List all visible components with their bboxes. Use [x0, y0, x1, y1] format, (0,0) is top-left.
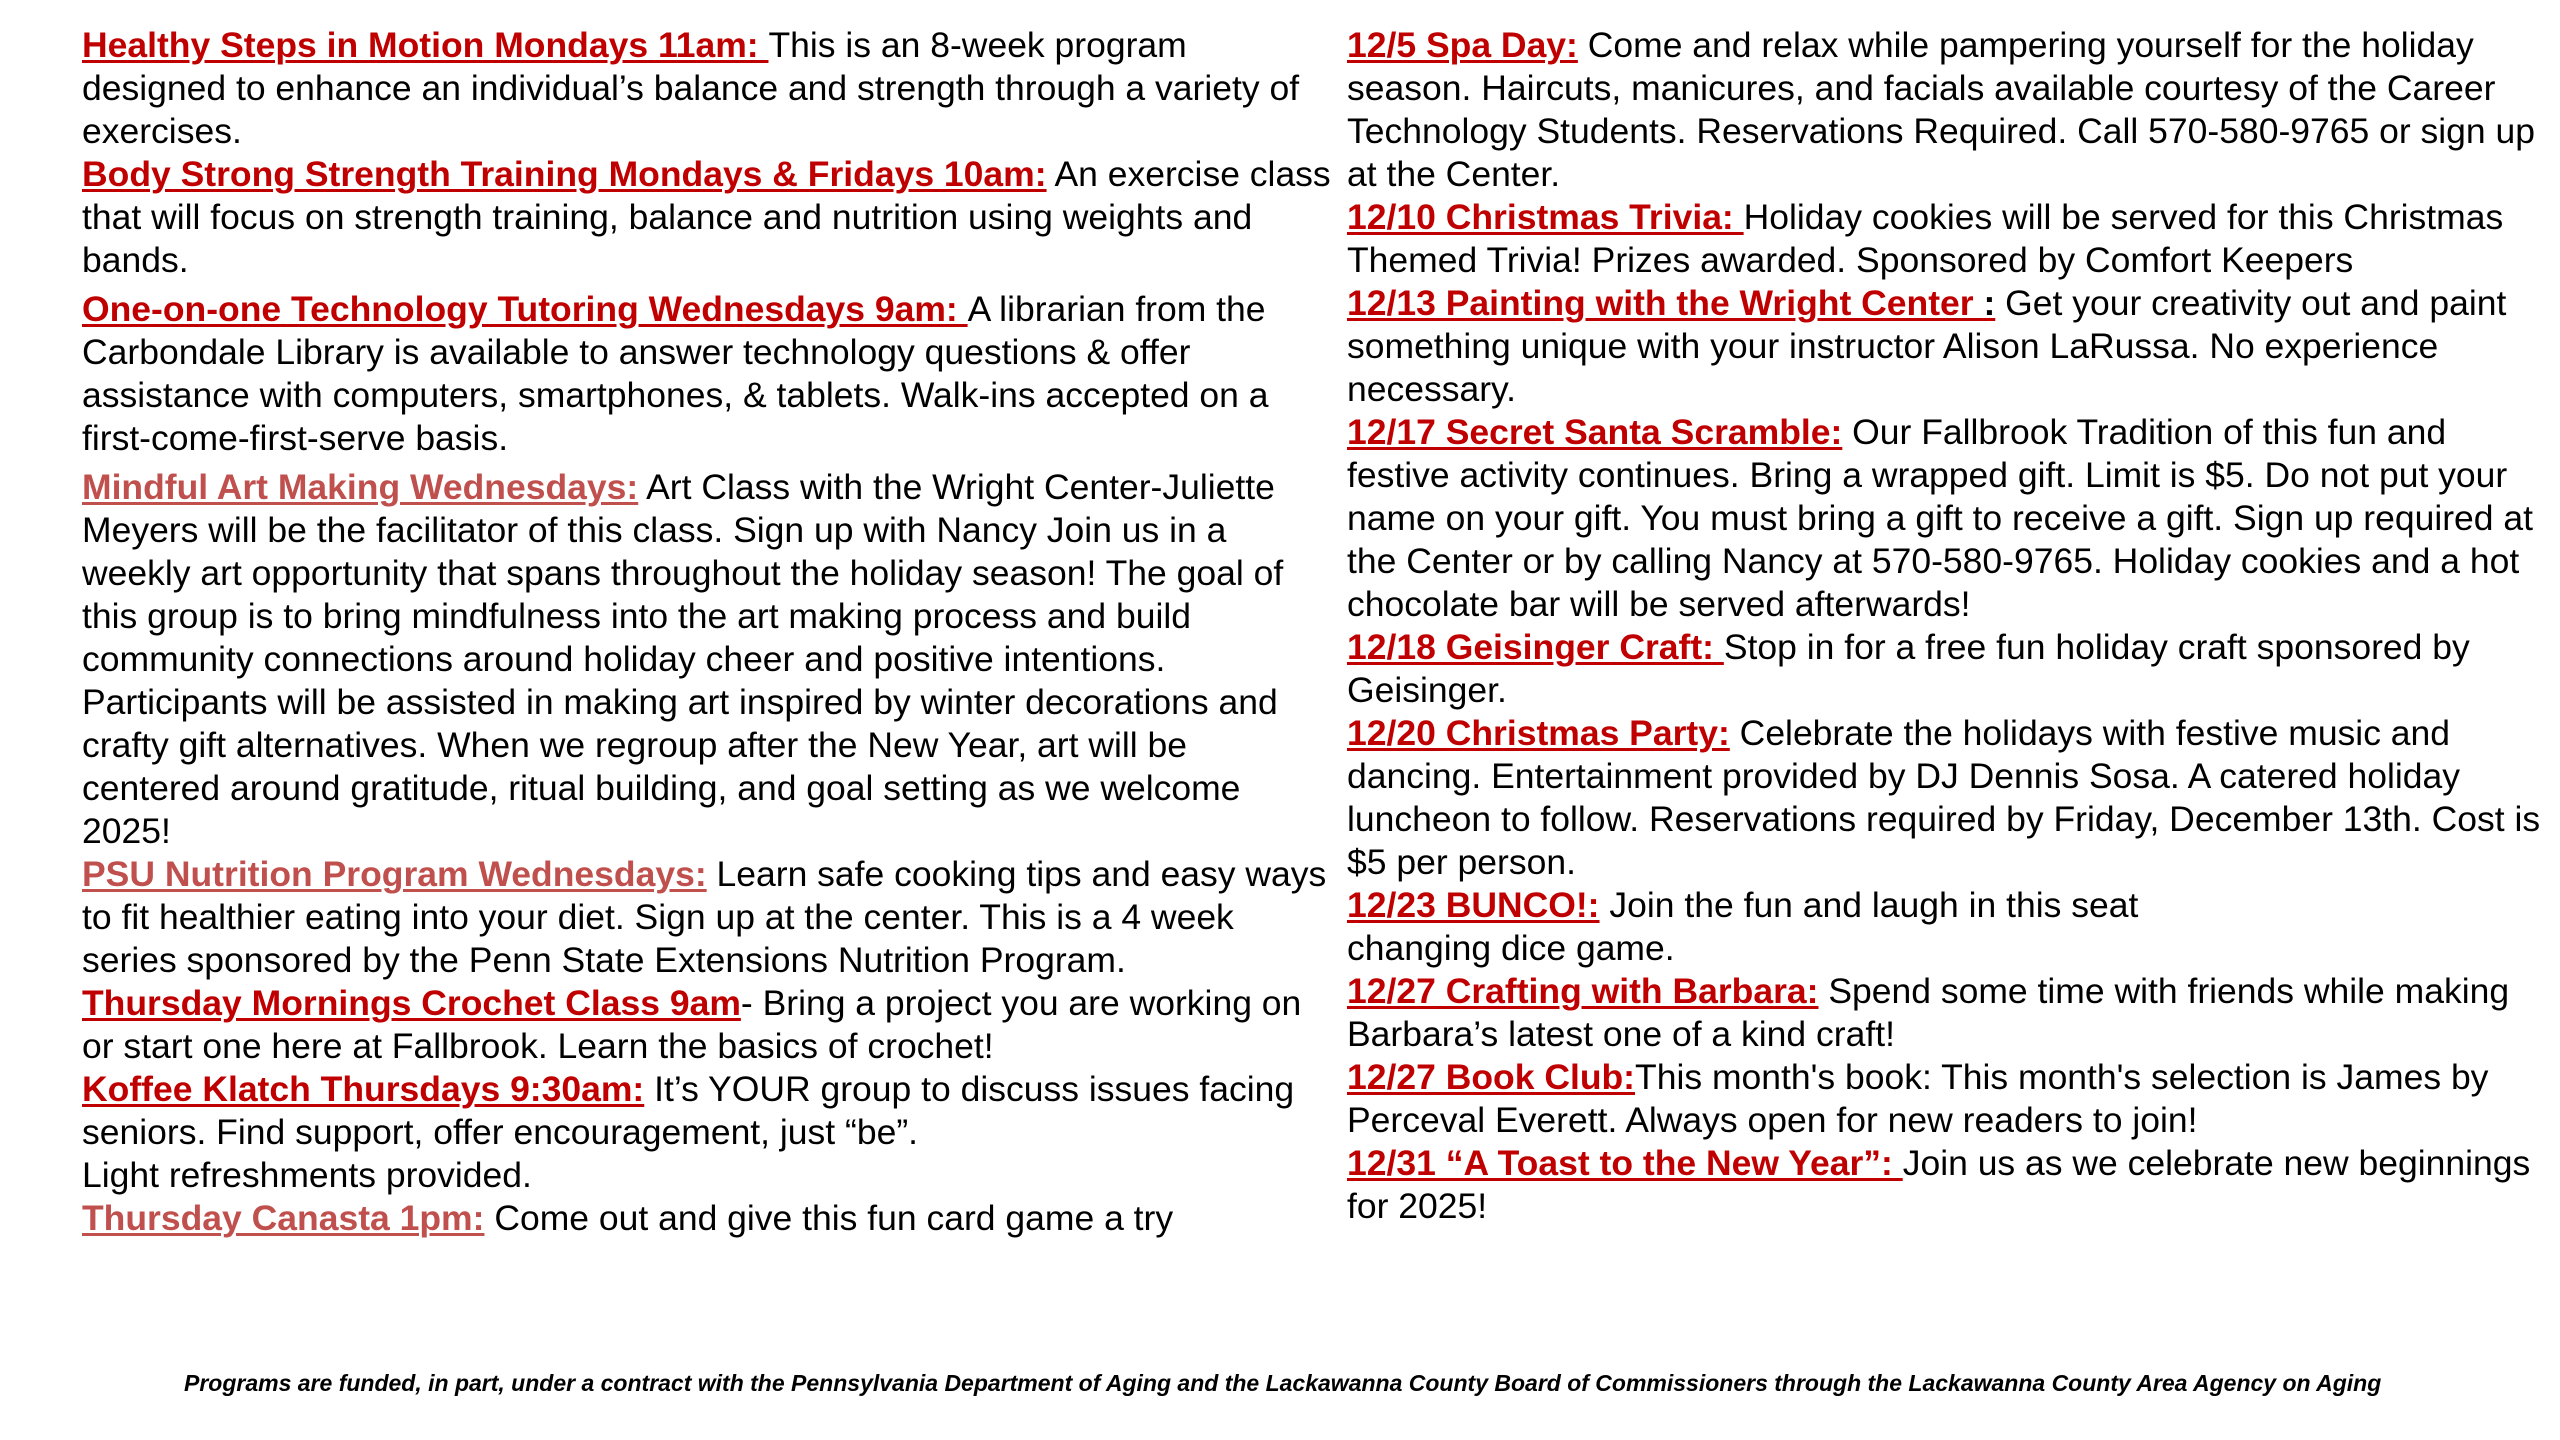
entry-text: Join the fun and laugh in this seat [1599, 885, 2139, 925]
entry-title: 12/13 Painting with the Wright Center [1347, 283, 1984, 323]
entry-title: Thursday Canasta 1pm: [82, 1198, 485, 1238]
entry-text: Celebrate the holidays with festive music and dancing. Entertainment provided by DJ Dennis Sosa. A catered holiday luncheon to follow. Reservations required by Friday, December 13th. Cost is $5 per person. [1347, 713, 2541, 882]
entry-title: 12/23 BUNCO!: [1347, 885, 1600, 925]
entry-text: Holiday cookies will be served for this Christmas Themed Trivia! Prizes awarded. Sponsored by Comfort Keepers [1347, 197, 2504, 280]
entry-text: An exercise class that will focus on strength training, balance and nutrition using weights and bands. [82, 154, 1331, 280]
entry-text: Learn safe cooking tips and easy ways to fit healthier eating into your diet. Sign up at the center. This is a 4 week series sponsored by the Penn State Extensions Nutrition Program. [82, 854, 1327, 980]
entry-book-club [1347, 1056, 2547, 1142]
entry-painting-wright-center [1347, 282, 2547, 411]
entry-text: Get your creativity out and paint something unique with your instructor Alison LaRussa. No experience necessary. [1347, 283, 2507, 409]
entry-text: Spend some time with friends while making Barbara’s latest one of a kind craft! [1347, 971, 2510, 1054]
entry-title: 12/20 Christmas Party: [1347, 713, 1730, 753]
entry-toast-new-year [1347, 1142, 2547, 1228]
entry-text: Stop in for a free fun holiday craft sponsored by Geisinger. [1347, 627, 2470, 710]
entry-text: This month's book: This month's selection is James by Perceval Everett. Always open for new readers to join! [1347, 1057, 2489, 1140]
entry-title: 12/18 Geisinger Craft: [1347, 627, 1724, 667]
entry-bunco [1347, 884, 2547, 970]
entry-text: - Bring a project you are working on or start one here at Fallbrook. Learn the basics of crochet! [82, 983, 1302, 1066]
entry-title: Koffee Klatch Thursdays 9:30am: [82, 1069, 645, 1109]
entry-title: 12/10 Christmas Trivia: [1347, 197, 1744, 237]
entry-title-colon: : [1983, 283, 1996, 323]
entry-text: Come and relax while pampering yourself for the holiday season. Haircuts, manicures, and facials available courtesy of the Career Technology Students. Reservations Required. Call 570-580-9765 or sign up at the Center. [1347, 25, 2536, 194]
entry-text-line2: changing dice game. [1347, 928, 1675, 968]
right-column [1347, 24, 2547, 1228]
entry-spa-day [1347, 24, 2547, 196]
entry-text: A librarian from the Carbondale Library is available to answer technology questions & offer assistance with computers, smartphones, & tablets. Walk-ins accepted on a first-come-first-serve basis. [82, 289, 1269, 458]
left-column [82, 24, 1332, 1240]
entry-crochet-class [82, 982, 1332, 1068]
entry-title: 12/27 Book Club: [1347, 1057, 1636, 1097]
entry-crafting-barbara [1347, 970, 2547, 1056]
entry-title: One-on-one Technology Tutoring Wednesdays 9am: [82, 289, 968, 329]
entry-christmas-trivia [1347, 196, 2547, 282]
entry-text: Join us as we celebrate new beginnings for 2025! [1347, 1143, 2531, 1226]
entry-text: Art Class with the Wright Center-Juliette Meyers will be the facilitator of this class. Sign up with Nancy Join us in a weekly art opportunity that spans throughout the holiday season! The goal of this group is to bring mindfulness into the art making process and build community connections around holiday cheer and positive intentions. Participants will be assisted in making art inspired by winter decorations and crafty gift alternatives. When we regroup after the New Year, art will be centered around gratitude, ritual building, and goal setting as we welcome 2025! [82, 467, 1284, 851]
entry-body-strong [82, 153, 1332, 282]
entry-text: Come out and give this fun card game a try [484, 1198, 1174, 1238]
entry-text-line2: Light refreshments provided. [82, 1155, 532, 1195]
entry-title: Mindful Art Making Wednesdays: [82, 467, 639, 507]
entry-koffee-klatch [82, 1068, 1332, 1197]
entry-title: 12/27 Crafting with Barbara: [1347, 971, 1819, 1011]
entry-christmas-party [1347, 712, 2547, 884]
entry-canasta [82, 1197, 1332, 1240]
entry-title: 12/5 Spa Day: [1347, 25, 1578, 65]
entry-secret-santa [1347, 411, 2547, 626]
entry-healthy-steps [82, 24, 1332, 153]
entry-title: PSU Nutrition Program Wednesdays: [82, 854, 707, 894]
entry-title: Healthy Steps in Motion Mondays 11am: [82, 25, 769, 65]
entry-title: 12/31 “A Toast to the New Year”: [1347, 1143, 1903, 1183]
entry-title: 12/17 Secret Santa Scramble: [1347, 412, 1843, 452]
entry-mindful-art [82, 466, 1332, 853]
entry-text: It’s YOUR group to discuss issues facing seniors. Find support, offer encouragement, just “be”. [82, 1069, 1295, 1152]
entry-text: Our Fallbrook Tradition of this fun and festive activity continues. Bring a wrapped gift. Limit is $5. Do not put your name on your gift. You must bring a gift to receive a gift. Sign up required at the Center or by calling Nancy at 570-580-9765. Holiday cookies and a hot chocolate bar will be served afterwards! [1347, 412, 2534, 624]
entry-geisinger-craft [1347, 626, 2547, 712]
funding-footer: Programs are funded, in part, under a contract with the Pennsylvania Department of Aging and the Lackawanna County Board of Commissioners through the Lackawanna County Area Agency on Aging [184, 1370, 2382, 1396]
entry-text: This is an 8-week program designed to enhance an individual’s balance and strength through a variety of exercises. [82, 25, 1300, 151]
entry-title: Thursday Mornings Crochet Class 9am [82, 983, 741, 1023]
entry-title: Body Strong Strength Training Mondays & Fridays 10am: [82, 154, 1047, 194]
entry-psu-nutrition [82, 853, 1332, 982]
entry-technology-tutoring [82, 288, 1332, 460]
